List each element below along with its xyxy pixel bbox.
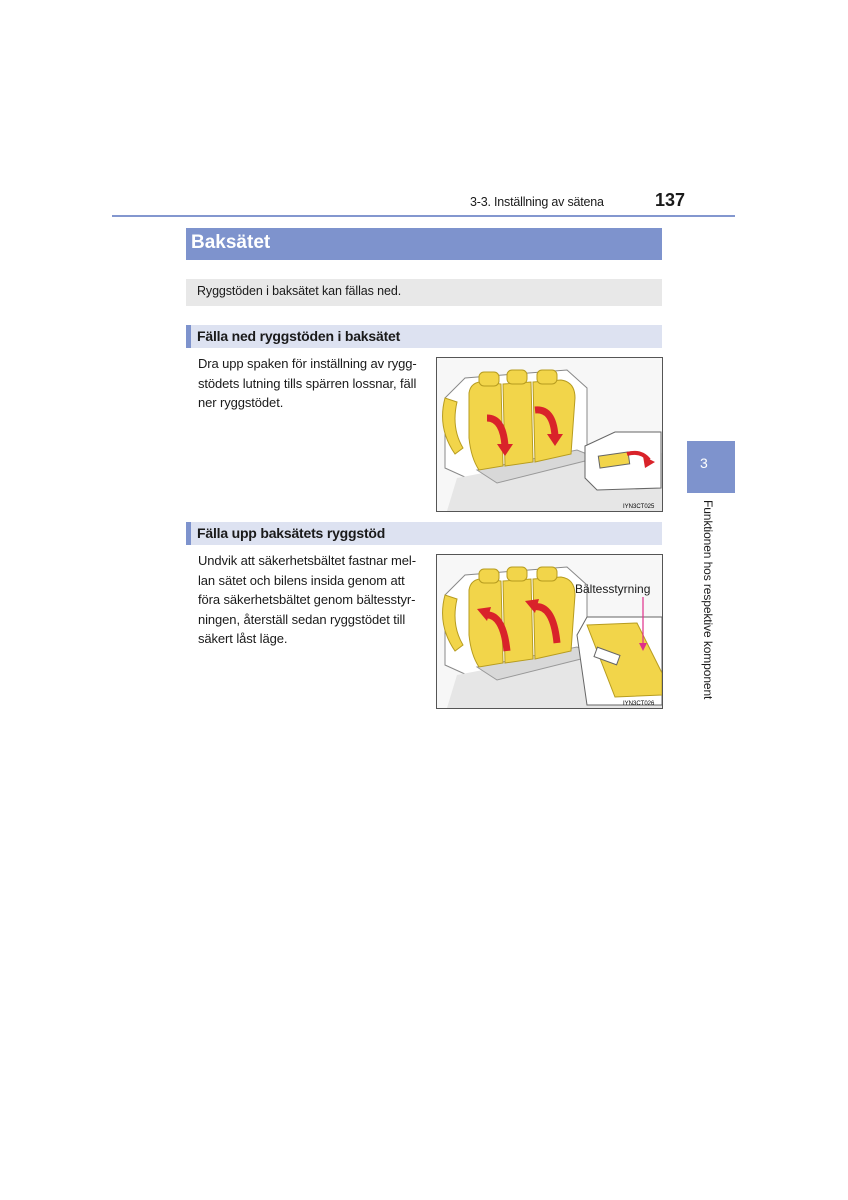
header-section-title: 3-3. Inställning av sätena	[470, 195, 604, 209]
header-rule	[112, 215, 735, 217]
section-heading-fold-down	[186, 325, 662, 348]
body-line: lan sätet och bilens insida genom att	[198, 572, 405, 588]
chapter-tab[interactable]	[687, 441, 735, 493]
belt-guide-label: Bältesstyrning	[575, 582, 651, 596]
section-heading-marker	[186, 325, 191, 348]
page-title: Baksätet	[191, 232, 271, 253]
section-heading-text: Fälla upp baksätets ryggstöd	[197, 525, 386, 541]
body-line: föra säkerhetsbältet genom bältesstyr-	[198, 592, 416, 607]
section-heading-fold-up	[186, 522, 662, 545]
seat-back-center	[503, 382, 533, 466]
body-line: Undvik att säkerhetsbältet fastnar mel-	[198, 553, 416, 568]
figure-code: IYN3CT025	[623, 504, 655, 510]
body-line: säkert låst läge.	[198, 631, 288, 646]
body-line: stödets lutning tills spärren lossnar, fäll	[198, 375, 417, 391]
section-heading-text: Fälla ned ryggstöden i baksätet	[197, 328, 401, 344]
section-body-fold-up	[198, 551, 423, 649]
figure-fold-down-seat	[436, 357, 663, 512]
chapter-label: Funktionen hos respektive komponent	[701, 500, 715, 700]
page-number: 137	[655, 190, 686, 210]
body-line: Dra upp spaken för inställning av rygg-	[198, 356, 417, 371]
section-heading-marker	[186, 522, 191, 545]
chapter-number: 3	[700, 455, 708, 471]
body-line: ner ryggstödet.	[198, 395, 284, 410]
section-body-fold-down	[198, 354, 423, 413]
page-title-bar	[186, 228, 662, 260]
intro-text: Ryggstöden i baksätet kan fällas ned.	[197, 284, 402, 298]
body-line: ningen, återställ sedan ryggstödet till	[198, 611, 406, 627]
figure-fold-up-seat	[436, 554, 663, 709]
intro-box	[186, 279, 662, 306]
figure-code: IYN3CT026	[623, 701, 655, 707]
